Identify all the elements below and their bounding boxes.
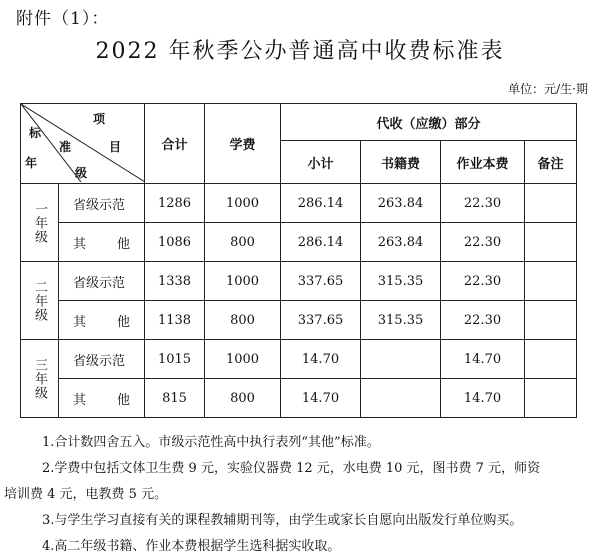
diag-label-item: 项 xyxy=(93,112,106,126)
subtotal-cell: 337.65 xyxy=(281,301,361,340)
subtotal-cell: 337.65 xyxy=(281,262,361,301)
diag-label-biao: 标 xyxy=(29,126,42,140)
fee-table xyxy=(20,103,577,418)
remark-cell xyxy=(525,379,577,418)
grade-cell: 二年级 xyxy=(21,262,59,340)
remark-cell xyxy=(525,301,577,340)
workbook-cell: 22.30 xyxy=(441,301,525,340)
remark-cell xyxy=(525,262,577,301)
total-cell: 1338 xyxy=(145,262,205,301)
tuition-cell: 1000 xyxy=(205,340,281,379)
books-cell: 263.84 xyxy=(361,223,441,262)
table-row xyxy=(21,223,577,262)
remark-cell xyxy=(525,223,577,262)
books-cell xyxy=(361,379,441,418)
workbook-cell: 22.30 xyxy=(441,262,525,301)
notes-section xyxy=(4,430,584,560)
grade-cell: 三年级 xyxy=(21,340,59,418)
workbook-cell: 14.70 xyxy=(441,340,525,379)
table-row xyxy=(21,340,577,379)
unit-note: 单位：元/生·期 xyxy=(508,82,588,96)
level-cell: 省级示范 xyxy=(59,262,145,301)
total-cell: 1086 xyxy=(145,223,205,262)
grade-cell: 一年级 xyxy=(21,184,59,262)
level-cell: 其他 xyxy=(59,379,145,418)
books-cell: 263.84 xyxy=(361,184,441,223)
total-cell: 1138 xyxy=(145,301,205,340)
books-cell: 315.35 xyxy=(361,301,441,340)
tuition-cell: 1000 xyxy=(205,262,281,301)
header-agency: 代收（应缴）部分 xyxy=(281,104,577,141)
header-books: 书籍费 xyxy=(361,141,441,184)
header-subtotal: 小计 xyxy=(281,141,361,184)
level-cell: 省级示范 xyxy=(59,184,145,223)
note-4: 4.高二年级书籍、作业本费根据学生选科据实收取。 xyxy=(42,539,341,554)
diag-label-mu: 目 xyxy=(109,140,122,154)
books-cell xyxy=(361,340,441,379)
tuition-cell: 800 xyxy=(205,301,281,340)
header-total: 合计 xyxy=(145,104,205,184)
remark-cell xyxy=(525,340,577,379)
level-cell: 其他 xyxy=(59,301,145,340)
note-2-continued: 培训费 4 元，电教费 5 元。 xyxy=(4,487,168,502)
note-3: 3.与学生学习直接有关的课程教辅期刊等，由学生或家长自愿向出版发行单位购买。 xyxy=(42,513,523,528)
level-cell: 其他 xyxy=(59,223,145,262)
subtotal-cell: 286.14 xyxy=(281,223,361,262)
subtotal-cell: 14.70 xyxy=(281,379,361,418)
books-cell: 315.35 xyxy=(361,262,441,301)
diag-label-zhun: 准 xyxy=(59,140,72,154)
table-row xyxy=(21,184,577,223)
table-row xyxy=(21,301,577,340)
diag-label-ji: 级 xyxy=(75,166,88,180)
subtotal-cell: 14.70 xyxy=(281,340,361,379)
tuition-cell: 800 xyxy=(205,223,281,262)
header-workbook: 作业本费 xyxy=(441,141,525,184)
workbook-cell: 14.70 xyxy=(441,379,525,418)
table-row xyxy=(21,379,577,418)
total-cell: 1015 xyxy=(145,340,205,379)
workbook-cell: 22.30 xyxy=(441,184,525,223)
total-cell: 815 xyxy=(145,379,205,418)
level-cell: 省级示范 xyxy=(59,340,145,379)
page-title: 2022 年秋季公办普通高中收费标准表 xyxy=(95,39,505,64)
note-2: 2.学费中包括文体卫生费 9 元，实验仪器费 12 元，水电费 10 元，图书费 7 元，师资 xyxy=(42,461,541,476)
tuition-cell: 800 xyxy=(205,379,281,418)
subtotal-cell: 286.14 xyxy=(281,184,361,223)
diagonal-header-cell xyxy=(21,104,145,184)
workbook-cell: 22.30 xyxy=(441,223,525,262)
tuition-cell: 1000 xyxy=(205,184,281,223)
attachment-label: 附件（1）： xyxy=(16,9,110,29)
header-remark: 备注 xyxy=(525,141,577,184)
table-row xyxy=(21,262,577,301)
note-1: 1.合计数四舍五入。市级示范性高中执行表列“其他”标准。 xyxy=(42,435,380,450)
remark-cell xyxy=(525,184,577,223)
total-cell: 1286 xyxy=(145,184,205,223)
diag-label-nian: 年 xyxy=(25,156,38,170)
header-tuition: 学费 xyxy=(205,104,281,184)
